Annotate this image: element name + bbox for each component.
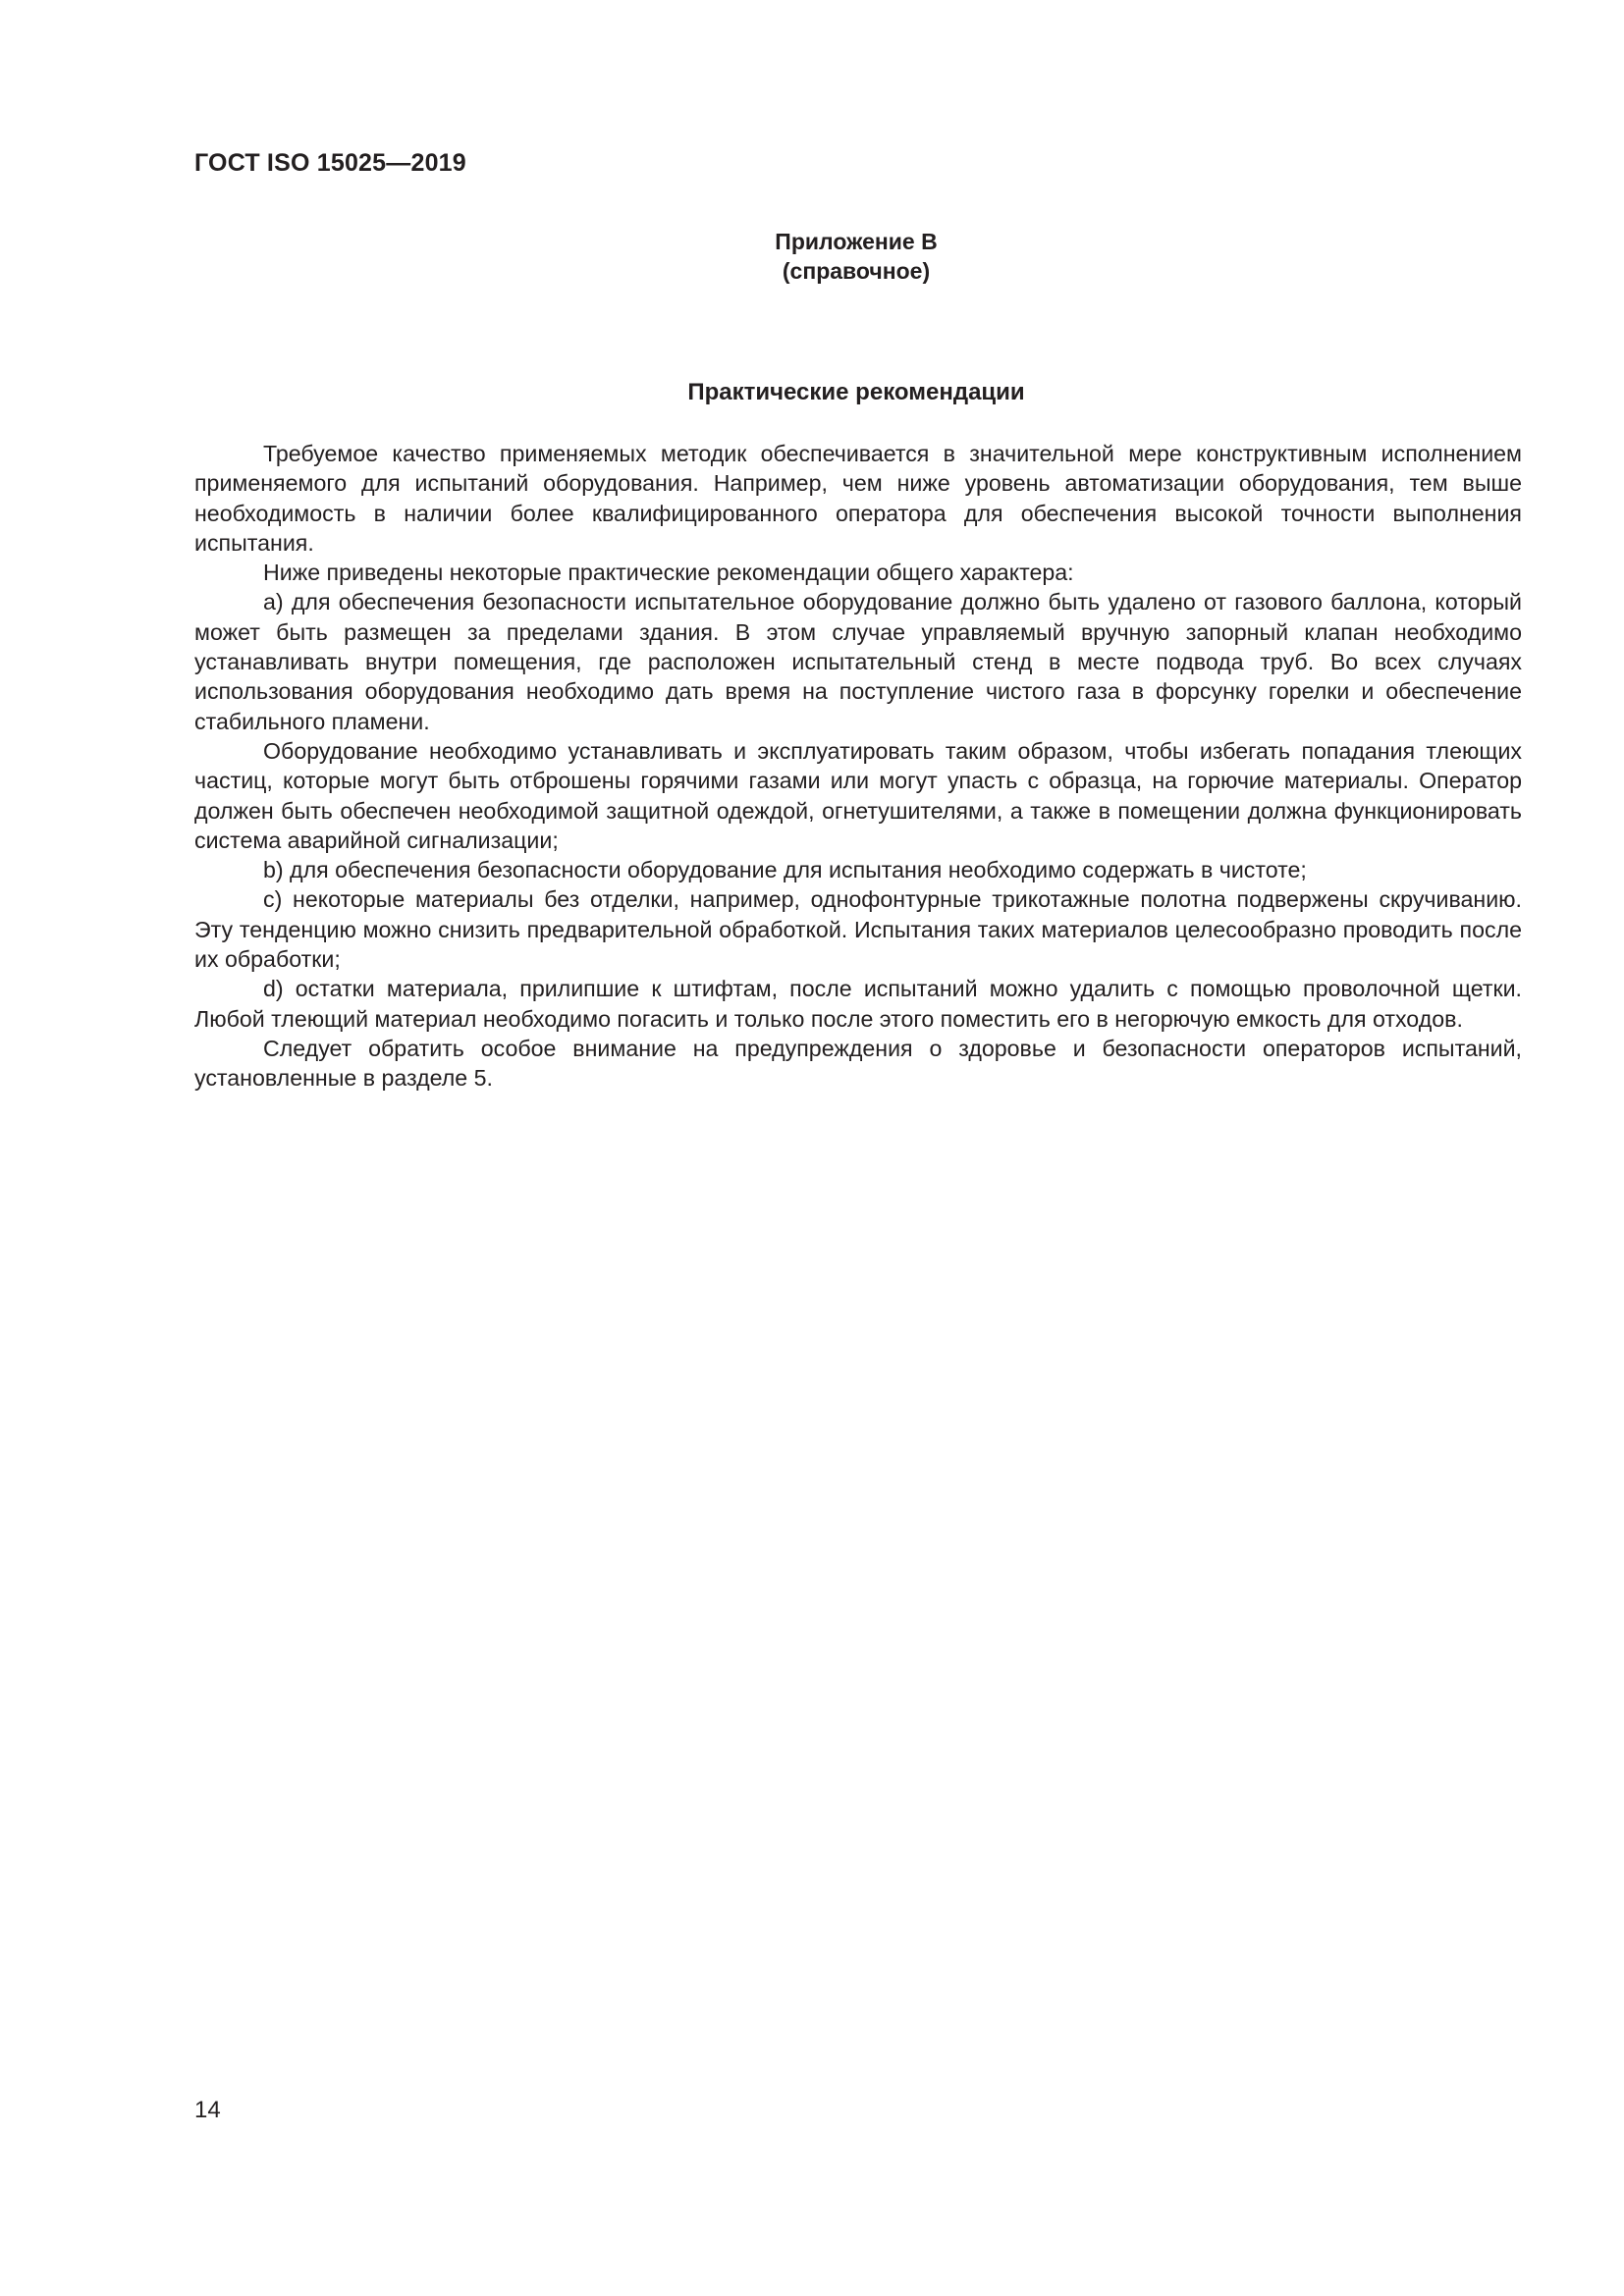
appendix-subtitle: (справочное) <box>782 258 931 284</box>
list-item-a: a) для обеспечения безопасности испытательное оборудование должно быть удалено от газового баллона, который может быть размещен за пределами здания. В этом случае управляемый вручную запорный клапан необходимо устанавливать внутри помещения, где расположен испытательный стенд в месте подвода труб. Во всех случаях использования оборудования необходимо дать время на поступление чистого газа в форсунку горелки и обеспечение стабильного пламени. <box>194 589 1522 734</box>
section-title: Практические рекомендации <box>687 379 1025 405</box>
appendix-title: Приложение В <box>775 229 938 254</box>
paragraph-recommendations-lead: Ниже приведены некоторые практические рекомендации общего характера: <box>263 560 1074 586</box>
document-code: ГОСТ ISO 15025—2019 <box>194 149 466 177</box>
list-item-d: d) остатки материала, прилипшие к штифтам, после испытаний можно удалить с помощью проволочной щетки. Любой тлеющий материал необходимо погасить и только после этого поместить его в негорючую емкость для отходов. <box>194 976 1522 1032</box>
paragraph-equipment-installation: Оборудование необходимо устанавливать и эксплуатировать таким образом, чтобы избегать попадания тлеющих частиц, которые могут быть отброшены горячими газами или могут упасть с образца, на горючие материалы. Оператор должен быть обеспечен необходимой защитной одеждой, огнетушителями, а также в помещении должна функционировать система аварийной сигнализации; <box>194 737 1522 853</box>
paragraph-intro: Требуемое качество применяемых методик обеспечивается в значительной мере конструктивным исполнением применяемого для испытаний оборудования. Например, чем ниже уровень автоматизации оборудования, тем выше необходимость в наличии более квалифицированного оператора для обеспечения высокой точности выполнения испытания. <box>194 441 1522 556</box>
body-text <box>194 439 1522 1094</box>
page-number: 14 <box>194 2097 221 2123</box>
list-item-c: c) некоторые материалы без отделки, например, однофонтурные трикотажные полотна подвержены скручиванию. Эту тенденцию можно снизить предварительной обработкой. Испытания таких материалов целесообразно проводить после их обработки; <box>194 886 1522 973</box>
paragraph-safety-note: Следует обратить особое внимание на предупреждения о здоровье и безопасности операторов испытаний, установленные в разделе 5. <box>194 1035 1522 1092</box>
list-item-b: b) для обеспечения безопасности оборудование для испытания необходимо содержать в чистоте; <box>263 857 1307 883</box>
